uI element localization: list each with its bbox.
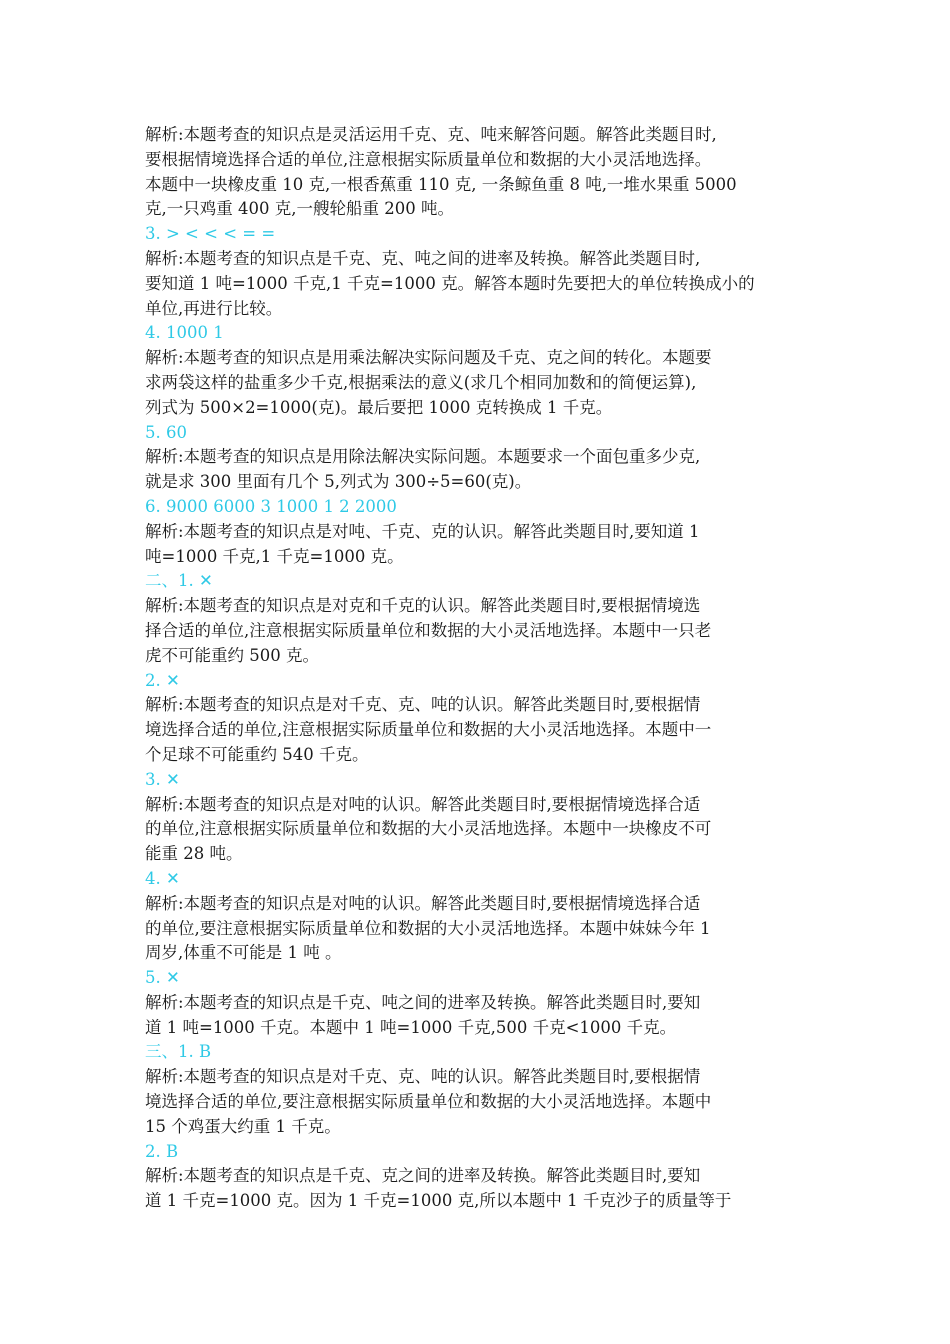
- explanation-line: 境选择合适的单位,注意根据实际质量单位和数据的大小灵活地选择。本题中一: [145, 720, 712, 740]
- answer-line: 4. ✕: [145, 868, 180, 888]
- explanation-line: 虎不可能重约 500 克。: [145, 645, 319, 665]
- explanation-line: 解析:本题考查的知识点是千克、吨之间的进率及转换。解答此类题目时,要知: [145, 992, 701, 1012]
- explanation-line: 境选择合适的单位,要注意根据实际质量单位和数据的大小灵活地选择。本题中: [145, 1092, 712, 1112]
- explanation-line: 求两袋这样的盐重多少千克,根据乘法的意义(求几个相同加数和的简便运算),: [145, 372, 697, 392]
- explanation-line: 解析:本题考查的知识点是对吨、千克、克的认识。解答此类题目时,要知道 1: [145, 521, 700, 541]
- answer-line: 2. ✕: [145, 670, 180, 690]
- explanation-line: 克,一只鸡重 400 克,一艘轮船重 200 吨。: [145, 199, 454, 219]
- answer-line: 5. ✕: [145, 968, 180, 988]
- answer-line: 2. B: [145, 1141, 179, 1161]
- explanation-line: 单位,再进行比较。: [145, 298, 283, 318]
- explanation-line: 解析:本题考查的知识点是灵活运用千克、克、吨来解答问题。解答此类题目时,: [145, 125, 717, 144]
- explanation-line: 15 个鸡蛋大约重 1 千克。: [145, 1116, 341, 1136]
- explanation-line: 解析:本题考查的知识点是用乘法解决实际问题及千克、克之间的转化。本题要: [145, 348, 712, 368]
- explanation-line: 道 1 千克=1000 克。因为 1 千克=1000 克,所以本题中 1 千克沙子的质量等于: [145, 1191, 732, 1211]
- explanation-line: 就是求 300 里面有几个 5,列式为 300÷5=60(克)。: [145, 472, 532, 492]
- explanation-line: 要根据情境选择合适的单位,注意根据实际质量单位和数据的大小灵活地选择。: [145, 149, 712, 169]
- explanation-line: 解析:本题考查的知识点是千克、克之间的进率及转换。解答此类题目时,要知: [145, 1166, 701, 1186]
- explanation-line: 个足球不可能重约 540 千克。: [145, 744, 369, 764]
- answer-line: 3. ✕: [145, 769, 180, 789]
- explanation-line: 能重 28 吨。: [145, 844, 243, 864]
- explanation-line: 解析:本题考查的知识点是对千克、克、吨的认识。解答此类题目时,要根据情: [145, 695, 701, 715]
- answer-line: 三、1. B: [145, 1042, 212, 1062]
- explanation-line: 的单位,注意根据实际质量单位和数据的大小灵活地选择。本题中一块橡皮不可: [145, 819, 712, 839]
- answer-line: 5. 60: [145, 422, 187, 442]
- answer-explanation-document: [145, 123, 815, 1214]
- explanation-line: 解析:本题考查的知识点是对吨的认识。解答此类题目时,要根据情境选择合适: [145, 893, 701, 913]
- answer-line: 6. 9000 6000 3 1000 1 2 2000: [145, 496, 397, 516]
- explanation-line: 解析:本题考查的知识点是对吨的认识。解答此类题目时,要根据情境选择合适: [145, 794, 701, 814]
- explanation-line: 道 1 吨=1000 千克。本题中 1 吨=1000 千克,500 千克<1000 千克。: [145, 1017, 677, 1037]
- explanation-line: 列式为 500×2=1000(克)。最后要把 1000 克转换成 1 千克。: [145, 397, 613, 417]
- explanation-line: 的单位,要注意根据实际质量单位和数据的大小灵活地选择。本题中妹妹今年 1: [145, 918, 711, 938]
- answer-line: 4. 1000 1: [145, 323, 224, 343]
- explanation-line: 吨=1000 千克,1 千克=1000 克。: [145, 546, 404, 566]
- explanation-line: 要知道 1 吨=1000 千克,1 千克=1000 克。解答本题时先要把大的单位转换成小的: [145, 273, 755, 293]
- explanation-line: 解析:本题考查的知识点是对克和千克的认识。解答此类题目时,要根据情境选: [145, 596, 701, 616]
- explanation-line: 解析:本题考查的知识点是对千克、克、吨的认识。解答此类题目时,要根据情: [145, 1067, 701, 1087]
- explanation-line: 择合适的单位,注意根据实际质量单位和数据的大小灵活地选择。本题中一只老: [145, 620, 712, 640]
- explanation-line: 本题中一块橡皮重 10 克,一根香蕉重 110 克, 一条鲸鱼重 8 吨,一堆水果重 5000: [145, 174, 737, 194]
- answer-line: 3. > < < < = =: [145, 224, 276, 244]
- answer-line: 二、1. ✕: [145, 571, 213, 591]
- explanation-line: 解析:本题考查的知识点是用除法解决实际问题。本题要求一个面包重多少克,: [145, 447, 701, 467]
- explanation-line: 解析:本题考查的知识点是千克、克、吨之间的进率及转换。解答此类题目时,: [145, 248, 701, 268]
- explanation-line: 周岁,体重不可能是 1 吨 。: [145, 943, 342, 963]
